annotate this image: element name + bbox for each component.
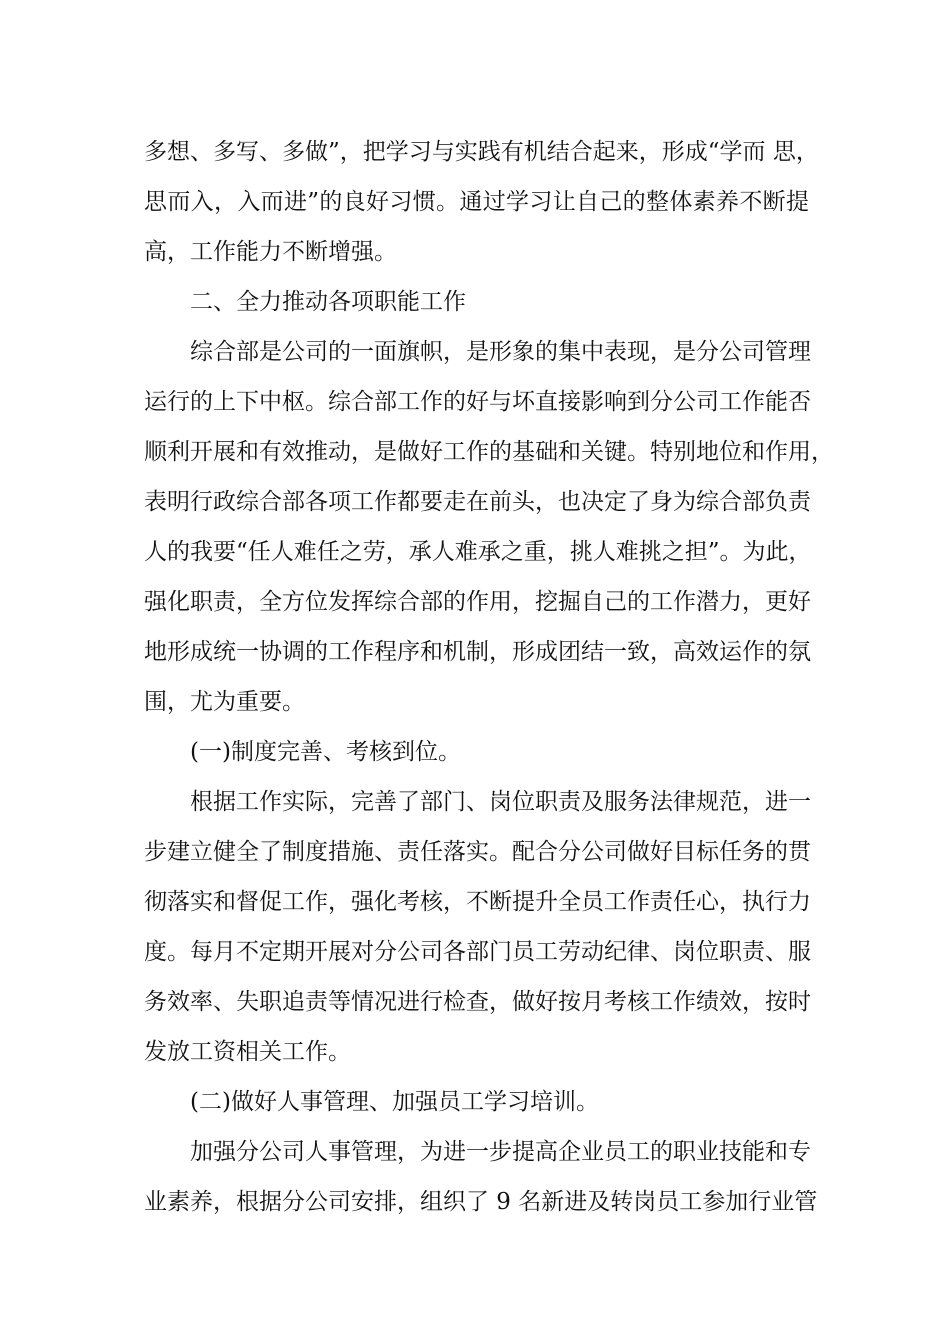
text-line: 人的我要“任人难任之劳，承人难承之重，挑人难挑之担”。为此，	[144, 539, 812, 565]
paragraph	[144, 277, 809, 327]
text-line: 务效率、失职追责等情况进行检查，做好按月考核工作绩效，按时	[144, 989, 811, 1015]
text-line: 彻落实和督促工作，强化考核，不断提升全员工作责任心，执行力	[144, 889, 811, 915]
text-line: 步建立健全了制度措施、责任落实。配合分公司做好目标任务的贯	[144, 839, 811, 865]
paragraph	[144, 1127, 818, 1227]
text-line: (一)制度完善、考核到位。	[190, 739, 461, 765]
text-line: 地形成统一协调的工作程序和机制，形成团结一致，高效运作的氛	[144, 639, 811, 665]
text-line: 加强分公司人事管理，为进一步提高企业员工的职业技能和专	[190, 1139, 811, 1165]
text-line: 综合部是公司的一面旗帜，是形象的集中表现，是分公司管理	[190, 339, 811, 365]
document-body	[144, 127, 834, 1227]
text-line: 高，工作能力不断增强。	[144, 239, 397, 265]
text-line: 强化职责，全方位发挥综合部的作用，挖掘自己的工作潜力，更好	[144, 589, 811, 615]
text-line: 围，尤为重要。	[144, 689, 305, 715]
text-line: 度。每月不定期开展对分公司各部门员工劳动纪律、岗位职责、服	[144, 939, 811, 965]
text-line: 多想、多写、多做”，把学习与实践有机结合起来，形成“学而 思，	[144, 139, 819, 165]
text-line: 发放工资相关工作。	[144, 1039, 351, 1065]
text-line: (二)做好人事管理、加强员工学习培训。	[190, 1089, 599, 1115]
paragraph	[144, 727, 809, 777]
text-line: 二、全力推动各项职能工作	[190, 289, 466, 315]
paragraph	[144, 327, 834, 727]
text-line: 运行的上下中枢。综合部工作的好与坏直接影响到分公司工作能否	[144, 389, 811, 415]
text-line: 表明行政综合部各项工作都要走在前头，也决定了身为综合部负责	[144, 489, 811, 515]
paragraph	[144, 127, 819, 277]
paragraph	[144, 1077, 809, 1127]
text-line: 顺利开展和有效推动，是做好工作的基础和关键。特别地位和作用，	[144, 439, 834, 465]
text-line: 业素养，根据分公司安排，组织了 9 名新进及转岗员工参加行业管	[144, 1189, 818, 1215]
text-line: 思而入，入而进”的良好习惯。通过学习让自己的整体素养不断提	[144, 189, 809, 215]
paragraph	[144, 777, 809, 1077]
text-line: 根据工作实际，完善了部门、岗位职责及服务法律规范，进一	[190, 789, 811, 815]
